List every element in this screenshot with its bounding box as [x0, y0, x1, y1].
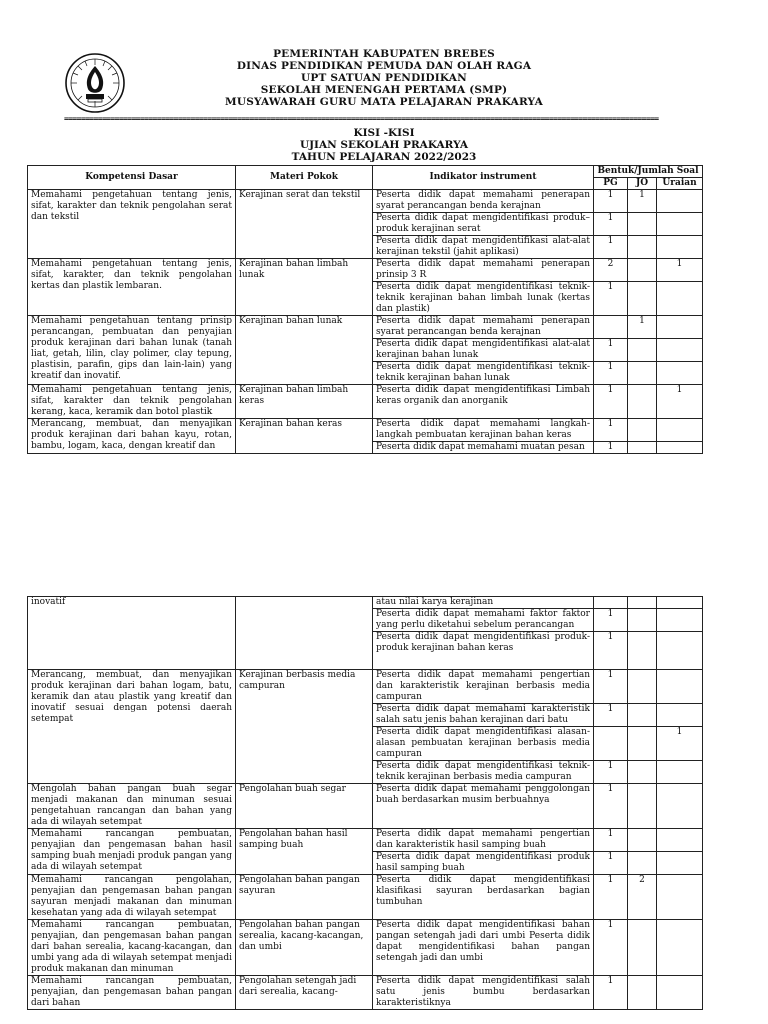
materi-cell: Pengolahan bahan pangan sayuran [236, 875, 373, 920]
header-indikator: Indikator instrument [373, 166, 594, 190]
letterhead-line: PEMERINTAH KABUPATEN BREBES [273, 48, 495, 60]
letterhead [0, 48, 768, 108]
indikator-cell: Peserta didik dapat memahami pengertian dan karakteristik kerajinan berbasis media campuran [373, 670, 594, 704]
pg-cell: 1 [594, 829, 628, 852]
pg-cell: 1 [594, 632, 628, 670]
document-title [0, 127, 768, 163]
uraian-cell: 1 [657, 259, 703, 282]
pg-cell: 1 [594, 362, 628, 385]
kompetensi-cell: Memahami pengetahuan tentang jenis, sifat, karakter, dan teknik pengolahan kertas dan plastik lembaran. [28, 259, 236, 316]
indikator-cell: Peserta didik dapat mengidentifikasi bahan pangan setengah jadi dari umbi Peserta didik dapat mengidentifikasi bahan pangan setengah jadi dan umbi [373, 920, 594, 976]
uraian-cell [657, 419, 703, 442]
title-line: KISI -KISI [353, 127, 415, 139]
pg-cell: 1 [594, 213, 628, 236]
table-row [28, 829, 703, 852]
uraian-cell [657, 282, 703, 316]
table-row [28, 920, 703, 976]
uraian-cell [657, 852, 703, 875]
letterhead-line: SEKOLAH MENENGAH PERTAMA (SMP) [260, 84, 508, 96]
pg-cell: 1 [594, 339, 628, 362]
header-pg: PG [594, 178, 628, 190]
jo-cell [628, 632, 657, 670]
kisi-kisi-table-page-1 [27, 165, 703, 454]
pg-cell: 1 [594, 670, 628, 704]
indikator-cell: Peserta didik dapat memahami langkah-langkah pembuatan kerajinan bahan keras [373, 419, 594, 442]
materi-cell: Kerajinan bahan keras [236, 419, 373, 454]
uraian-cell [657, 976, 703, 1010]
pg-cell: 1 [594, 419, 628, 442]
indikator-cell: Peserta didik dapat mengidentifikasi teknik-teknik kerajinan bahan limbah lunak (kertas dan plastik) [373, 282, 594, 316]
pg-cell: 1 [594, 784, 628, 829]
indikator-cell: atau nilai karya kerajinan [373, 597, 594, 609]
header-bentuk: Bentuk/Jumlah Soal [594, 166, 703, 178]
kompetensi-cell: Mengolah bahan pangan buah segar menjadi makanan dan minuman sesuai pengetahuan rancangan dan bahan yang ada di wilayah setempat [28, 784, 236, 829]
materi-cell: Kerajinan serat dan tekstil [236, 190, 373, 259]
indikator-cell: Peserta didik dapat memahami faktor faktor yang perlu diketahui sebelum perancangan [373, 609, 594, 632]
indikator-cell: Peserta didik dapat memahami penggolongan buah berdasarkan musim berbuahnya [373, 784, 594, 829]
pg-cell [594, 597, 628, 609]
header-kompetensi: Kompetensi Dasar [28, 166, 236, 190]
jo-cell: 2 [628, 875, 657, 920]
header-jo: JO [628, 178, 657, 190]
indikator-cell: Peserta didik dapat memahami karakteristik salah satu jenis bahan kerajinan dari batu [373, 704, 594, 727]
jo-cell [628, 976, 657, 1010]
uraian-cell [657, 670, 703, 704]
uraian-cell [657, 761, 703, 784]
pg-cell: 2 [594, 259, 628, 282]
pg-cell [594, 316, 628, 339]
jo-cell [628, 829, 657, 852]
header-materi: Materi Pokok [236, 166, 373, 190]
jo-cell [628, 852, 657, 875]
indikator-cell: Peserta didik dapat memahami penerapan syarat perancangan benda kerajnan [373, 316, 594, 339]
jo-cell [628, 597, 657, 609]
jo-cell [628, 213, 657, 236]
jo-cell [628, 784, 657, 829]
kompetensi-cell: Memahami rancangan pembuatan, penyajian dan pengemasan bahan hasil samping buah menjadi produk pangan yang ada di wilayah setempat [28, 829, 236, 875]
jo-cell [628, 609, 657, 632]
uraian-cell [657, 704, 703, 727]
table-row [28, 259, 703, 282]
table-row [28, 976, 703, 1010]
indikator-cell: Peserta didik dapat mengidentifikasi salah satu jenis bumbu berdasarkan karakteristiknya [373, 976, 594, 1010]
kompetensi-cell: Memahami rancangan pembuatan, penyajian, dan pengemasan bahan pangan dari bahan serealia, kacang-kacangan, dan umbi yang ada di wilayah setempat menjadi produk makanan dan minuman [28, 920, 236, 976]
table-row [28, 670, 703, 704]
uraian-cell [657, 362, 703, 385]
jo-cell: 1 [628, 316, 657, 339]
jo-cell [628, 670, 657, 704]
uraian-cell [657, 632, 703, 670]
materi-cell: Kerajinan bahan limbah keras [236, 385, 373, 419]
uraian-cell [657, 213, 703, 236]
title-line: TAHUN PELAJARAN 2022/2023 [291, 151, 477, 163]
jo-cell: 1 [628, 190, 657, 213]
letterhead-line: MUSYAWARAH GURU MATA PELAJARAN PRAKARYA [225, 96, 543, 108]
uraian-cell [657, 316, 703, 339]
title-line: UJIAN SEKOLAH PRAKARYA [299, 139, 469, 151]
jo-cell [628, 385, 657, 419]
indikator-cell: Peserta didik dapat mengidentifikasi teknik-teknik kerajinan bahan lunak [373, 362, 594, 385]
materi-cell [236, 597, 373, 670]
table-row [28, 190, 703, 213]
kompetensi-cell: inovatif [28, 597, 236, 670]
jo-cell [628, 259, 657, 282]
indikator-cell: Peserta didik dapat mengidentifikasi teknik-teknik kerajinan berbasis media campuran [373, 761, 594, 784]
kisi-kisi-table-page-2 [27, 596, 703, 1010]
uraian-cell: 1 [657, 727, 703, 761]
pg-cell: 1 [594, 761, 628, 784]
jo-cell [628, 920, 657, 976]
jo-cell [628, 704, 657, 727]
materi-cell: Pengolahan bahan hasil samping buah [236, 829, 373, 875]
pg-cell: 1 [594, 920, 628, 976]
kompetensi-cell: Memahami rancangan pembuatan, penyajian, dan pengemasan bahan pangan dari bahan [28, 976, 236, 1010]
pg-cell [594, 727, 628, 761]
pg-cell: 1 [594, 282, 628, 316]
indikator-cell: Peserta didik dapat memahami penerapan prinsip 3 R [373, 259, 594, 282]
jo-cell [628, 419, 657, 442]
table-row [28, 597, 703, 609]
table-row [28, 316, 703, 339]
uraian-cell [657, 597, 703, 609]
header-uraian: Uraian [657, 178, 703, 190]
indikator-cell: Peserta didik dapat mengidentifikasi alasan-alasan pembuatan kerajinan berbasis media campuran [373, 727, 594, 761]
uraian-cell [657, 829, 703, 852]
indikator-cell: Peserta didik dapat memahami muatan pesan [373, 442, 594, 454]
uraian-cell [657, 442, 703, 454]
pg-cell: 1 [594, 852, 628, 875]
pg-cell: 1 [594, 875, 628, 920]
pg-cell: 1 [594, 704, 628, 727]
uraian-cell [657, 609, 703, 632]
letterhead-line: DINAS PENDIDIKAN PEMUDA DAN OLAH RAGA [236, 60, 532, 72]
pg-cell: 1 [594, 190, 628, 213]
materi-cell: Kerajinan bahan lunak [236, 316, 373, 385]
materi-cell: Pengolahan setengah jadi dari serealia, kacang- [236, 976, 373, 1010]
uraian-cell [657, 236, 703, 259]
uraian-cell: 1 [657, 385, 703, 419]
kompetensi-cell: Memahami pengetahuan tentang jenis, sifat, karakter dan teknik pengolahan kerang, kaca, keramik dan botol plastik [28, 385, 236, 419]
jo-cell [628, 442, 657, 454]
uraian-cell [657, 190, 703, 213]
indikator-cell: Peserta didik dapat mengidentifikasi produk-produk kerajinan bahan keras [373, 632, 594, 670]
pg-cell: 1 [594, 609, 628, 632]
materi-cell: Pengolahan buah segar [236, 784, 373, 829]
uraian-cell [657, 339, 703, 362]
materi-cell: Pengolahan bahan pangan serealia, kacang-kacangan, dan umbi [236, 920, 373, 976]
materi-cell: Kerajinan bahan limbah lunak [236, 259, 373, 316]
pg-cell: 1 [594, 976, 628, 1010]
jo-cell [628, 339, 657, 362]
indikator-cell: Peserta didik dapat mengidentifikasi produk hasil samping buah [373, 852, 594, 875]
kompetensi-cell: Memahami pengetahuan tentang jenis, sifat, karakter dan teknik pengolahan serat dan tekstil [28, 190, 236, 259]
indikator-cell: Peserta didik dapat mengidentifikasi Limbah keras organik dan anorganik [373, 385, 594, 419]
uraian-cell [657, 875, 703, 920]
table-row [28, 419, 703, 442]
jo-cell [628, 727, 657, 761]
indikator-cell: Peserta didik dapat memahami pengertian dan karakteristik hasil samping buah [373, 829, 594, 852]
indikator-cell: Peserta didik dapat mengidentifikasi klasifikasi sayuran berdasarkan bagian tumbuhan [373, 875, 594, 920]
kompetensi-cell: Memahami pengetahuan tentang prinsip perancangan, pembuatan dan penyajian produk kerajinan dari bahan lunak (tanah liat, getah, lilin, clay polimer, clay tepung, plastisin, parafin, gips dan lain-lain) yang kreatif dan inovatif. [28, 316, 236, 385]
uraian-cell [657, 920, 703, 976]
jo-cell [628, 362, 657, 385]
materi-cell: Kerajinan berbasis media campuran [236, 670, 373, 784]
jo-cell [628, 761, 657, 784]
jo-cell [628, 282, 657, 316]
kompetensi-cell: Merancang, membuat, dan menyajikan produk kerajinan dari bahan logam, batu, keramik dan atau plastik yang kreatif dan inovatif sesuai dengan potensi daerah setempat [28, 670, 236, 784]
indikator-cell: Peserta didik dapat mengidentifikasi alat-alat kerajinan tekstil (jahit aplikasi) [373, 236, 594, 259]
kompetensi-cell: Merancang, membuat, dan menyajikan produk kerajinan dari bahan kayu, rotan, bambu, logam, kaca, dengan kreatif dan [28, 419, 236, 454]
header-divider: ============================================================================================================================================= [64, 114, 659, 123]
indikator-cell: Peserta didik dapat memahami penerapan syarat perancangan benda kerajnan [373, 190, 594, 213]
table-row [28, 385, 703, 419]
indikator-cell: Peserta didik dapat mengidentifikasi produk–produk kerajinan serat [373, 213, 594, 236]
table-row [28, 875, 703, 920]
jo-cell [628, 236, 657, 259]
pg-cell: 1 [594, 385, 628, 419]
pg-cell: 1 [594, 442, 628, 454]
kompetensi-cell: Memahami rancangan pengolahan, penyajian dan pengemasan bahan pangan sayuran menjadi makanan dan minuman kesehatan yang ada di wilayah setempat [28, 875, 236, 920]
indikator-cell: Peserta didik dapat mengidentifikasi alat-alat kerajinan bahan lunak [373, 339, 594, 362]
letterhead-line: UPT SATUAN PENDIDIKAN [301, 72, 467, 84]
uraian-cell [657, 784, 703, 829]
table-row [28, 784, 703, 829]
pg-cell: 1 [594, 236, 628, 259]
